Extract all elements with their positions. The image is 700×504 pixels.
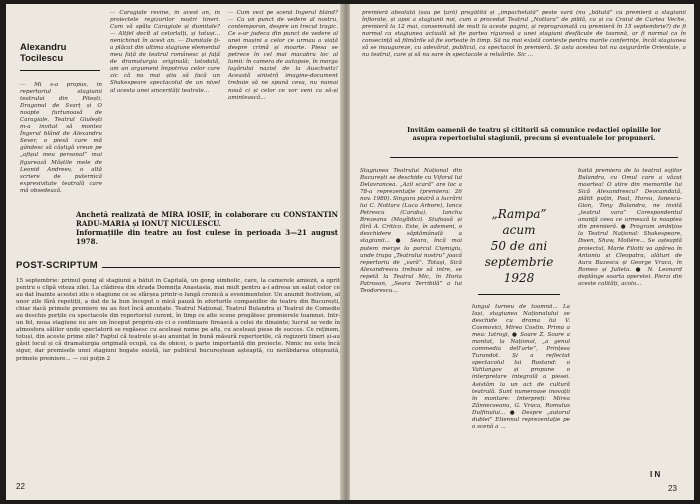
rampa-headline: „Rampa” acum 50 de ani septembrie 1928: [484, 207, 554, 285]
interview-col-2: — Caragiale revine, în acest an, în proiectele regizorilor noștri tineri. Cum vă spăla Caragiale și dumitale? — Altfel decît al celorlalți, și totuși... nenichinat în acest an. — Dumitale ți-a plăcut din ultima stagiune elementul meu față de teatrul românesc și față de dramaturgia originală; totodată, am un argument împotriva celor care zic că nu mai știu să facă un Shakespeare spectacolul de un nivel al acesta unei sincerități teatrale...: [110, 10, 220, 94]
separator-rule: [390, 157, 678, 158]
left-page: [6, 4, 346, 500]
postscript-body: 15 septembrie: primul gong al stagiunii a bătut în Capitală, un gong simbolic, care, la camerele amiezii, a oprit pentru o clipă viteza zilei. La clădirea din strada Domnița Anastasia, mai mult pentru a-i adresa un salut celor ce au dat înainte acestei zile o stagiune ce se sfârșea printr-o lungă cronică a evenimentelor. Un anumit festivism, al unor zile fără repetiții, a dat de la bun început o mică pauză în eforturile companiilor de teatru din București, chiar dacă primele premiere nu au fost încă anunțate. Teatrul Național, Teatrul Bulandra și Teatrul de Comedie au deschis porțile cu spectacole din repertoriul curent, în timp ce alte scene pregătesc premierele toamnei. Intr-un fel, noua stagiune nu are un început propriu-zis ci o continuare firească a celei de dinainte; lucrul se vede în atmosfera sălilor unde spectatorii se regăsesc cu aceleași nume pe afiș, cu aceleași piese de succes. Ce reținem, totuși, din aceste prime zile? Faptul că teatrele și-au anunțat în bună măsură repertoriile, că regizorii tineri și-au găsit locul și că dramaturgia originală ocupă, ca de obicei, o parte importantă din proiecte. Nimic nu este încă sigur, dar premisele unei stagiuni bogate există, iar publicul bucureștean așteaptă, cu nerăbdarea obișnuită, primele premiere... — cei puțin 2: [16, 278, 340, 362]
interview-col-1: — Mi s-a propus, în repertoriul stagiunii teatrului din Pitești, Dragonul de Svarț și O noapte furtunoasă de Caragiale. Teatrul Giulești m-a invitat să montez Îngerul blând de Alexandru Sever, o piesă care mă gândesc să câștigă vreun pe „afișul meu personal” mai figurează Măștile mele de Leonid Andreev, o altă scriere de puternică expresivitate teatrală care mă obsedează.: [20, 82, 102, 194]
postscript-title: POST-SCRIPTUM: [16, 260, 99, 271]
article-col-b: lungul turneu de toamnă... La Iași, stagiunea Naționalului se deschide cu drama lui V. Cosmovici, Mirea Costin. Prima a mea: Iatrogi, ● Soare Z. Soare a montat, la Național, „a genul commedia dell'arte”, Prințesa Turandot. Și a reflectat spectacolul lui Rostand: o Vahtangov și propune o interpretare integrală a piesei. Asistăm la un act de cultură teatrală. Sunt numeroase inovații în montare: Interpreți: Mirea Zănnecseanu, G. Vraca, Romulus Dulfinului... ● Despre „autorul dublei” Etiennul reprezentație pe o scenă a ...: [472, 304, 570, 430]
page-number: 23: [668, 484, 677, 493]
survey-intro: Anchetă realizată de MIRA IOSIF, în colaborare cu CONSTANTIN RADU-MARIA și IONUȚ NICULESCU. Informațiile din teatre au fost culese în perioada 3—21 august 1978.: [76, 210, 338, 246]
interview-col-3: — Cum vezi pe scenă Îngerul blând? — Ca un punct de vedere al nostru, contemporan, despre un trecut tragic. Ce s-ar judeca din punct de vedere al unei mașini a celor ce urmau o viață despre crimă și moarte. Piesa se petrece în cel mai macabru loc al lumii: în camera de autopsie, în morga lagărului nazist de la Auschwitz! Această sinistră imagine-document trebuie să ne spună ceva, nu numai nouă ci și celor ce vor veni ca să-și amintească...: [228, 10, 338, 101]
invitation-note: Invităm oamenii de teatru și cititorii să comunice redacției opiniile lor asupra repertoriului stagiunii, precum și eventualele lor propuneri.: [407, 126, 661, 142]
author-name: Alexandru Tocilescu: [20, 42, 67, 64]
right-page: [350, 4, 694, 500]
corner-mark: I N: [650, 470, 661, 479]
page-number: 22: [16, 482, 25, 491]
article-col-a: Stagiunea Teatrului Național din București se deschide cu Viforul lui Delavrancea. „Azil scară” are loc a 78-a reprezentație (premiera: 26 nov. 1980). Singura piatră a lucrării lui C. Nottara (Luca Arbore), Ianca Petrescu (Caraba), Ianchu Brezeanu (Mogîldici). Stufoasă și fără A. Critico. Este, în ademeni, o deschidere săptămânală a stagiunii... ● Seara, încă mai putem merge la parcul Cișmigiu, unde trupa „Teatrului nostru” joacă repertoriu de „vară”. Totuși, Sică Alexandrescu trebuie să intre, se repetă la Teatrul Mic, în Horia Patrosan, „Seara Terribilă” a lui Teodorescu...: [360, 168, 462, 294]
postscript-rule: [102, 267, 340, 268]
rampa-rule: [478, 294, 560, 295]
name-rule: [20, 70, 100, 71]
editorial-text: premieră absolută (sau pe țară) pregătită și „împachetată” peste vară (nu „bătută” cu premieră a stagiunii înfiorate, și apoi a stagiunii noi, cum a procedat Teatrul „Nottara” de pildă, ca și cu Craiul de Curtea Veche, premieră la 12 mai, consemnată de mult la aceste pagini, și reprogramată cu premieră în 15 septembrie?) de fi normal ca stagiunea actuală să fie partea rigurosă a unei stagiuni desfăcute de toamnă, ar fi normal ca în consecință să filmările să fie sorteate în timp. Să nu mai există contexte pentru marile conferințe, încât stagiunea să se inaugureze, cu adevărat, publicul, ca spectacol în premieră. Și asta acestea tot nu asigurările Orientale, a nu teatrul, care și să nu sare în spectacole a reluările. Sic ...: [362, 10, 686, 59]
article-col-c: baită premiera de la teatrul sojilor Bulandra, cu Omul care a văzut moartea! O știre din memoriile lui Sică Alexandrescu? Deocamdată, plătit puțin, Paul, Horsu, Ionescu-Gion, Tony Bulandra, ne invită „teatrul vara” Corespondentul anunță ceea ce urmează la noaptea din premieră. ● Program ambițios la Teatrul Național: Shakespeare, Ibsen, Shaw, Molière... Se așteaptă proiectul, Marie Filotti va apărea în Antoniu și Cleopatra, alături de Aura Buzescu și George Vraca, în Romeo și Julieta. ● N. Leonard deplânge soarta operetei. Pierzi din aceste calități, acolo...: [578, 168, 682, 287]
